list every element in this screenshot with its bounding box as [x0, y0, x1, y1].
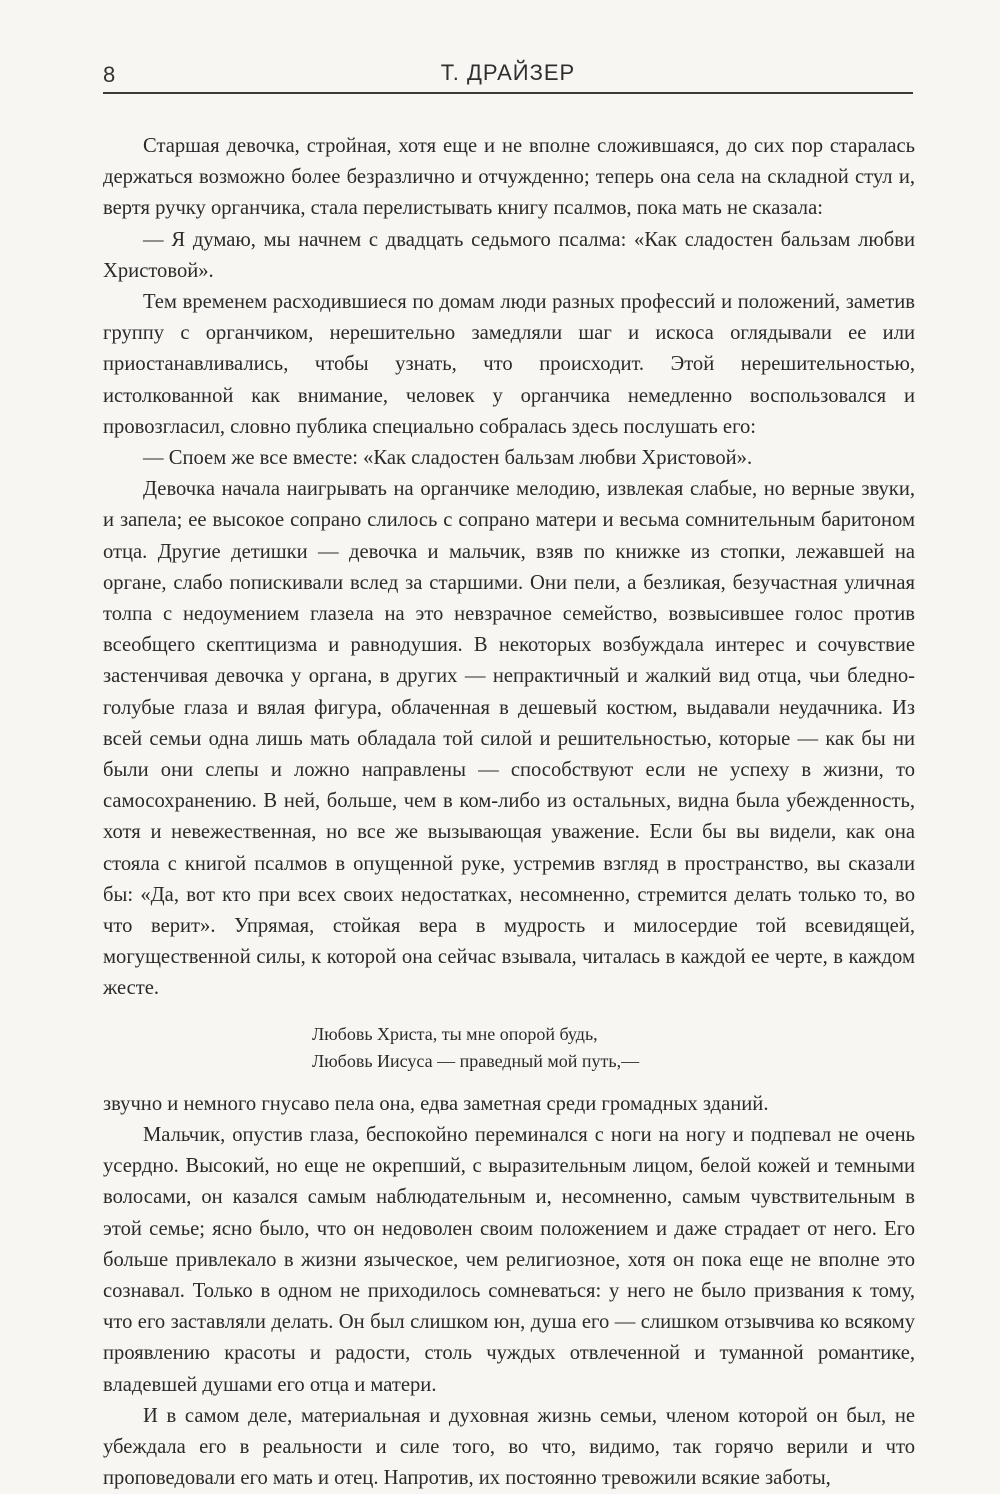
running-head: [103, 54, 913, 94]
paragraph-continuation: звучно и немного гнусаво пела она, едва заметная среди громадных зданий.: [103, 1092, 769, 1115]
paragraph: И в самом деле, материальная и духовная жизнь семьи, членом которой он был, не убеждала его в реальности и силе того, во что, видимо, так горячо верили и что проповедовали его мать и отец. Напротив, их постоянно тревожили всякие заботы,: [103, 1404, 915, 1490]
paragraph: Тем временем расходившиеся по домам люди разных профессий и положений, заметив группу с органчиком, нерешительно замедляли шаг и искоса оглядывали ее или приостанавливались, чтобы узнать, что происходит. Этой нерешительностью, истолкованной как внимание, человек у органчика немедленно воспользовался и провозгласил, словно публика специально собралась здесь послушать его:: [103, 291, 915, 438]
verse: [312, 1021, 915, 1075]
paragraph: Старшая девочка, стройная, хотя еще и не вполне сложившаяся, до сих пор старалась держаться возможно более безразлично и отчужденно; теперь она села на складной стул и, вертя ручку органчика, стала перелистывать книгу псалмов, пока мать не сказала:: [103, 135, 915, 220]
body-text: [103, 131, 915, 1494]
paragraph: Девочка начала наигрывать на органчике мелодию, извлекая слабые, но верные звуки, и запела; ее высокое сопрано слилось с сопрано матери и весьма сомнительным баритоном отца. Другие детишки — девочка и мальчик, взяв по книжке из стопки, лежавшей на органе, слабо попискивали вслед за старшими. Они пели, а безликая, безучастная уличная толпа с недоумением глазела на это невзрачное семейство, возвысившее голос против всеобщего скептицизма и равнодушия. В некоторых возбуждала интерес и сочувствие застенчивая девочка у органа, в других — непрактичный и жалкий вид отца, чьи бледно-голубые глаза и вялая фигура, облаченная в дешевый костюм, выдавали неудачника. Из всей семьи одна лишь мать обладала той силой и решительностью, которые — как бы ни были они слепы и ложно направлены — способствуют если не успеху в жизни, то самосохранению. В ней, больше, чем в ком-либо из остальных, видна была убежденность, хотя и невежественная, но все же вызывающая уважение. Если бы вы видели, как она стояла с книгой псалмов в опущенной руке, устремив взгляд в пространство, вы сказали бы: «Да, вот кто при всех своих недостатках, несомненно, стремится делать только то, во что верит». Упрямая, стойкая вера в мудрость и милосердие той всевидящей, могущественной силы, к которой она сейчас взывала, читалась в каждой ее черте, в каждом жесте.: [103, 478, 915, 1000]
paragraph: — Споем же все вместе: «Как сладостен бальзам любви Христовой».: [143, 447, 753, 470]
verse-line: Любовь Христа, ты мне опорой будь,: [312, 1023, 598, 1044]
running-title: Т. ДРАЙЗЕР: [440, 60, 576, 85]
paragraph: — Я думаю, мы начнем с двадцать седьмого псалма: «Как сладостен бальзам любви Христовой».: [103, 228, 915, 282]
page-number: 8: [103, 62, 116, 87]
verse-line: Любовь Иисуса — праведный мой путь,—: [312, 1050, 640, 1071]
paragraph: Мальчик, опустив глаза, беспокойно переминался с ноги на ногу и подпевал не очень усердно. Высокий, но еще не окрепший, с выразительным лицом, белой кожей и темными волосами, он казался самым наблюдательным и, несомненно, самым чувствительным в этой семье; ясно было, что он недоволен своим положением и даже страдает от него. Его больше привлекало в жизни языческое, чем религиозное, хотя он пока еще не вполне это сознавал. Только в одном не приходилось сомневаться: у него не было призвания к тому, что его заставляли делать. Он был слишком юн, душа его — слишком отзывчива ко всякому проявлению красоты и радости, столь чуждых отвлеченной и туманной романтике, владевшей душами его отца и матери.: [103, 1123, 915, 1396]
